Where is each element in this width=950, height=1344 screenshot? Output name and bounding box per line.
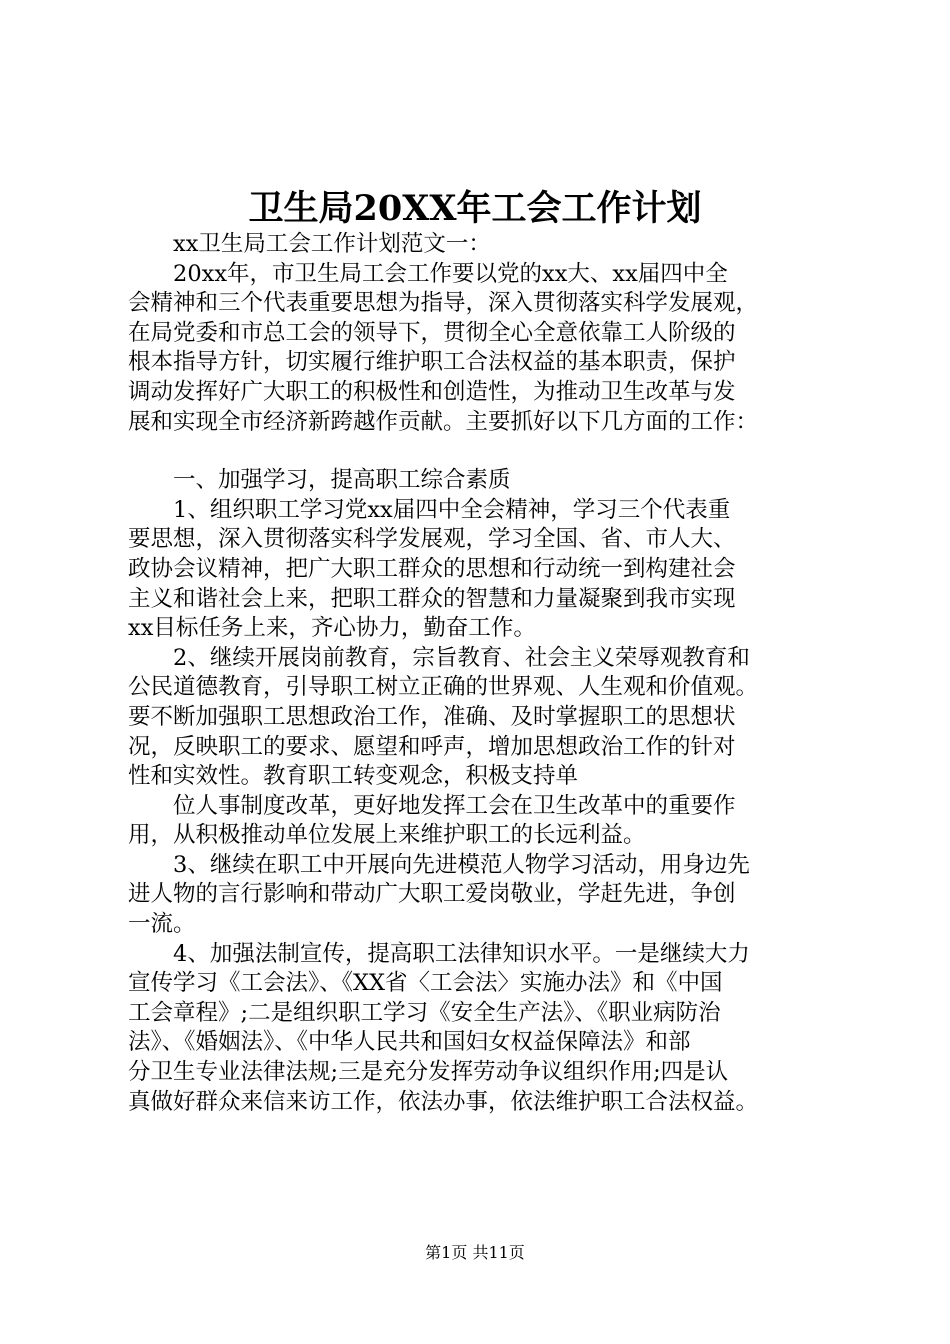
text-line: 要思想，深入贯彻落实科学发展观，学习全国、省、市人大、 (128, 526, 736, 553)
paragraph-gap (128, 437, 824, 466)
text-line: 一流。 (128, 911, 196, 938)
text-line: xx卫生局工会工作计划范文一： (128, 231, 491, 257)
text-line: 在局党委和市总工会的领导下，贯彻全心全意依靠工人阶级的 (128, 319, 736, 346)
text-line: 工会章程》;二是组织职工学习《安全生产法》、《职业病防治 (128, 999, 721, 1026)
text-line: 4、加强法制宣传，提高职工法律知识水平。一是继续大力 (128, 940, 750, 967)
text-line: 2、继续开展岗前教育，宗旨教育、社会主义荣辱观教育和 (128, 644, 750, 671)
text-line: xx目标任务上来，齐心协力，勤奋工作。 (128, 615, 536, 642)
text-line: 法》、《婚姻法》、《中华人民共和国妇女权益保障法》和部 (128, 1029, 691, 1056)
text-line: 1、组织职工学习党xx届四中全会精神，学习三个代表重 (128, 496, 731, 523)
text-line: 政协会议精神，把广大职工群众的思想和行动统一到构建社会 (128, 555, 736, 582)
text-line: 20xx年，市卫生局工会工作要以党的xx大、xx届四中全 (128, 260, 728, 287)
text-line: 位人事制度改革，更好地发挥工会在卫生改革中的重要作 (128, 792, 736, 819)
document-body (128, 230, 824, 1117)
text-line: 性和实效性。教育职工转变观念，积极支持单 (128, 763, 579, 790)
document-title: 卫生局20XX年工会工作计划 (248, 188, 702, 229)
text-line: 展和实现全市经济新跨越作贡献。主要抓好以下几方面的工作： (128, 408, 759, 435)
text-line: 主义和谐社会上来，把职工群众的智慧和力量凝聚到我市实现 (128, 585, 736, 612)
text-line: 宣传学习《工会法》、《XX省〈工会法〉实施办法》和《中国 (128, 970, 723, 997)
text-line: 进人物的言行影响和带动广大职工爱岗敬业，学赶先进，争创 (128, 881, 736, 908)
text-line: 3、继续在职工中开展向先进模范人物学习活动，用身边先 (128, 851, 750, 878)
text-line: 况，反映职工的要求、愿望和呼声，增加思想政治工作的针对 (128, 733, 736, 760)
text-line: 真做好群众来信来访工作，依法办事，依法维护职工合法权益。 (128, 1088, 759, 1115)
text-line: 用，从积极推动单位发展上来维护职工的长远利益。 (128, 822, 646, 849)
text-line: 根本指导方针，切实履行维护职工合法权益的基本职责，保护 (128, 349, 736, 376)
text-line: 要不断加强职工思想政治工作，准确、及时掌握职工的思想状 (128, 703, 736, 730)
text-line: 会精神和三个代表重要思想为指导，深入贯彻落实科学发展观， (128, 290, 759, 317)
text-line: 调动发挥好广大职工的积极性和创造性，为推动卫生改革与发 (128, 378, 736, 405)
text-line: 公民道德教育，引导职工树立正确的世界观、人生观和价值观。 (128, 674, 759, 701)
text-line: 一、加强学习，提高职工综合素质 (128, 467, 511, 494)
text-line: 分卫生专业法律法规;三是充分发挥劳动争议组织作用;四是认 (128, 1059, 729, 1086)
page-footer: 第1页 共11页 (425, 1243, 525, 1262)
